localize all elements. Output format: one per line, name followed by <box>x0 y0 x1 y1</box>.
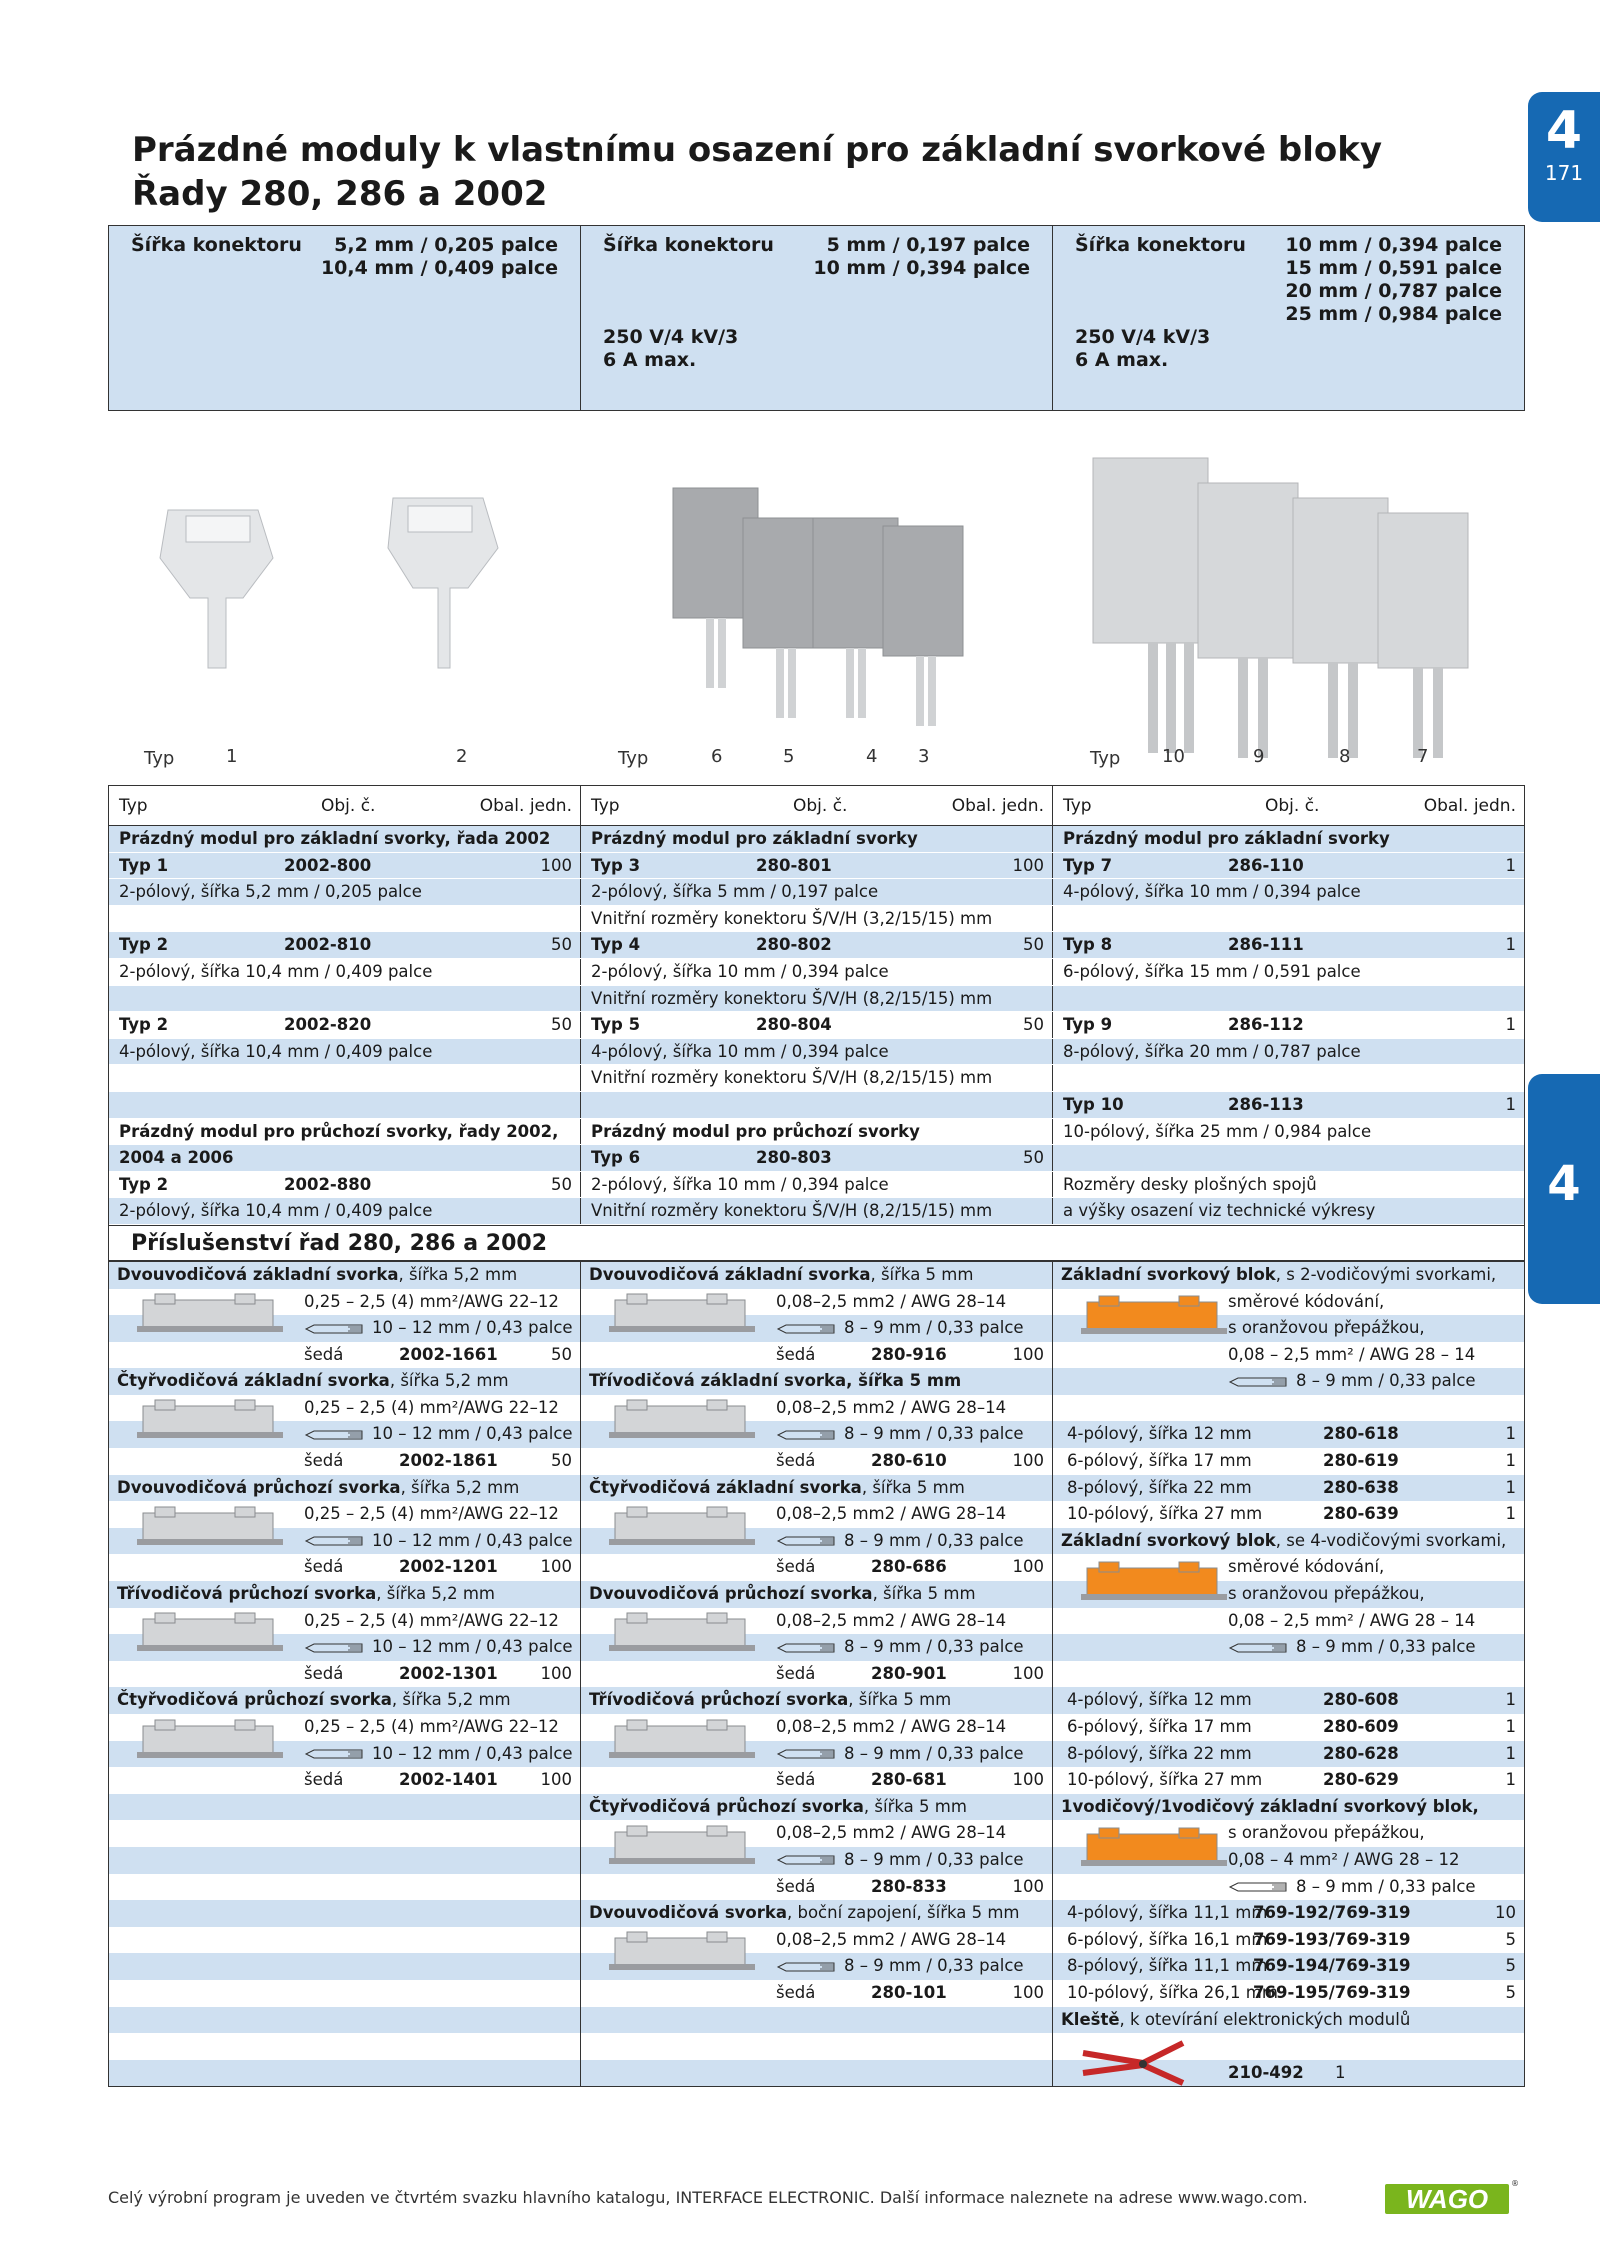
product-table <box>108 785 1525 2087</box>
table-row <box>109 1145 1524 1172</box>
table-cell: 4-pólový, šířka 10 mm / 0,394 palce <box>1052 879 1524 905</box>
strip-length-icon <box>776 1322 838 1336</box>
terminal-image <box>607 1503 757 1551</box>
accessory-title: Čtyřvodičová průchozí svorka, šířka 5 mm <box>581 1794 1052 1821</box>
strip-length-icon <box>1228 1375 1290 1389</box>
accessory-title: Dvouvodičová průchozí svorka, šířka 5 mm <box>581 1581 1052 1608</box>
accessory-title: Čtyřvodičová průchozí svorka, šířka 5,2 mm <box>109 1687 580 1714</box>
wago-logo <box>1385 2178 1519 2216</box>
strip-length-icon <box>304 1428 366 1442</box>
table-row <box>109 932 1524 959</box>
terminal-image <box>607 1290 757 1338</box>
product-photos: Typ 1 2 Typ 6 5 4 3 Typ 10 9 8 7 <box>108 418 1525 778</box>
table-cell <box>1052 986 1524 1012</box>
table-cell: Typ 2 2002-880 50 <box>109 1172 580 1198</box>
accessory-title: 1vodičový/1vodičový základní svorkový blok, <box>1053 1794 1524 1821</box>
strip-length-icon <box>304 1641 366 1655</box>
chapter-tab <box>1528 92 1600 222</box>
table-cell: Typ 10 286-113 1 <box>1052 1092 1524 1118</box>
table-cell: 6-pólový, šířka 15 mm / 0,591 palce <box>1052 959 1524 985</box>
table-row <box>109 959 1524 986</box>
spec-box <box>108 225 1525 411</box>
table-cell: Typ 9 286-112 1 <box>1052 1012 1524 1038</box>
table-row <box>109 879 1524 906</box>
terminal-image <box>135 1609 285 1657</box>
terminal-image <box>135 1290 285 1338</box>
strip-length-icon <box>1228 1641 1290 1655</box>
table-cell: Vnitřní rozměry konektoru Š/V/H (3,2/15/15) mm <box>580 906 1052 932</box>
table-row <box>109 1012 1524 1039</box>
table-cell <box>109 1092 580 1118</box>
table-cell: 2-pólový, šířka 5,2 mm / 0,205 palce <box>109 879 580 905</box>
table-cell: 2-pólový, šířka 10,4 mm / 0,409 palce <box>109 1198 580 1224</box>
terminal-image <box>135 1503 285 1551</box>
strip-length-icon <box>304 1747 366 1761</box>
table-cell <box>1052 1065 1524 1091</box>
spec-col-1: Šířka konektoru 5,2 mm / 0,205 palce 10,4 mm / 0,409 palce <box>131 234 558 279</box>
terminal-image <box>607 1928 757 1976</box>
strip-length-icon <box>1228 1880 1290 1894</box>
table-cell: Typ 3 280-801 100 <box>580 853 1052 879</box>
table-cell: 2-pólový, šířka 10,4 mm / 0,409 palce <box>109 959 580 985</box>
table-cell: 4-pólový, šířka 10 mm / 0,394 palce <box>580 1039 1052 1065</box>
table-cell <box>1052 1145 1524 1171</box>
table-row <box>109 826 1524 853</box>
strip-length-icon <box>776 1641 838 1655</box>
table-cell: Typ 2 2002-820 50 <box>109 1012 580 1038</box>
table-cell: Typ 1 2002-800 100 <box>109 853 580 879</box>
svg-text:®: ® <box>1511 2179 1519 2188</box>
strip-length-icon <box>776 1534 838 1548</box>
strip-length-icon <box>304 1534 366 1548</box>
table-cell: 10-pólový, šířka 25 mm / 0,984 palce <box>1052 1119 1524 1145</box>
terminal-image <box>607 1716 757 1764</box>
strip-length-icon <box>776 1428 838 1442</box>
tool-title: Kleště, k otevírání elektronických modulů <box>1053 2007 1524 2034</box>
terminal-image <box>1079 1292 1229 1340</box>
footer-text: Celý výrobní program je uveden ve čtvrtém svazku hlavního katalogu, INTERFACE ELECTRONIC. Další informace naleznete na adrese www.wago.com. <box>108 2188 1308 2207</box>
table-cell <box>109 986 580 1012</box>
table-row <box>109 1092 1524 1119</box>
table-row <box>109 1039 1524 1066</box>
table-row <box>109 1065 1524 1092</box>
table-cell: Prázdný modul pro průchozí svorky <box>580 1119 1052 1145</box>
table-cell <box>580 1092 1052 1118</box>
accessory-title: Dvouvodičová průchozí svorka, šířka 5,2 mm <box>109 1475 580 1502</box>
table-cell: 2-pólový, šířka 5 mm / 0,197 palce <box>580 879 1052 905</box>
table-cell: Typ 8 286-111 1 <box>1052 932 1524 958</box>
strip-length-icon <box>304 1322 366 1336</box>
table-cell: Prázdný modul pro základní svorky, řada 2002 <box>109 826 580 852</box>
accessories-col-1: Dvouvodičová základní svorka, šířka 5,2 mm 0,25 – 2,5 (4) mm²/AWG 22–12 10 – 12 mm / 0,43 palce šedá 2002-1661 50 Čtyřvodičová základní svorka, šířka 5,2 mm 0,25 – 2,5 (4) mm²/AWG 22–12 10 – 12 mm / 0,43 palce šedá 2002-1861 50 Dvouvodičová průchozí svorka, šířka 5,2 mm 0,25 – 2,5 (4) mm²/AWG 22–12 10 – 12 mm / 0,43 palce šedá 2002-1201 100 Třívodičová průchozí svorka, šířka 5,2 mm 0,25 – 2,5 (4) mm²/AWG 22–12 10 – 12 mm / 0,43 palce šedá 2002-1301 100 Čtyřvodičová průchozí svorka, šířka 5,2 mm 0,25 – 2,5 (4) mm²/AWG 22–12 10 – 12 mm / 0,43 palce šedá 2002-1401 100 <box>109 1262 580 2086</box>
accessory-title: Dvouvodičová základní svorka, šířka 5 mm <box>581 1262 1052 1289</box>
product-photos-illustration <box>108 418 1525 778</box>
table-cell: 2004 a 2006 <box>109 1145 580 1171</box>
accessory-title: Třívodičová základní svorka, šířka 5 mm <box>581 1368 1052 1395</box>
strip-length-icon <box>776 1747 838 1761</box>
table-body <box>109 826 1524 1225</box>
table-row <box>109 1172 1524 1199</box>
accessory-title: Třívodičová průchozí svorka, šířka 5,2 mm <box>109 1581 580 1608</box>
table-row <box>109 1119 1524 1146</box>
table-cell <box>109 1065 580 1091</box>
table-cell: Typ 5 280-804 50 <box>580 1012 1052 1038</box>
accessory-title: Dvouvodičová svorka, boční zapojení, šířka 5 mm <box>581 1900 1052 1927</box>
side-chapter-tab: 4 <box>1528 1074 1600 1304</box>
accessories-title: Příslušenství řad 280, 286 a 2002 <box>109 1225 1524 1261</box>
spec-col-3: Šířka konektoru 10 mm / 0,394 palce 15 mm / 0,591 palce 20 mm / 0,787 palce 25 mm / 0,984 palce 250 V/4 kV/3 6 A max. <box>1052 226 1524 410</box>
table-cell: Typ 4 280-802 50 <box>580 932 1052 958</box>
strip-length-icon <box>776 1960 838 1974</box>
table-cell: Vnitřní rozměry konektoru Š/V/H (8,2/15/15) mm <box>580 986 1052 1012</box>
terminal-image <box>1079 1558 1229 1606</box>
accessories <box>109 1261 1524 2086</box>
accessories-col-3: Základní svorkový blok, s 2-vodičovými svorkami, směrové kódování, s oranžovou přepážkou, 0,08 – 2,5 mm² / AWG 28 – 14 8 – 9 mm / 0,33 palce 4-pólový, šířka 12 mm 280-618 1 6-pólový, šířka 17 mm 280-619 1 8-pólový, šířka 22 mm 280-638 1 10-pólový, šířka 27 mm 280-639 1 Základní svorkový blok, se 4-vodičovými svorkami, směrové kódování, s oranžovou přepážkou, 0,08 – 2,5 mm² / AWG 28 – 14 8 – 9 mm / 0,33 palce 4-pólový, šířka 12 mm 280-608 1 6-pólový, šířka 17 mm 280-609 1 8-pólový, šířka 22 mm 280-628 1 10-pólový, šířka 27 mm 280-629 1 1vodičový/1vodičový základní svorkový blok, s oranžovou přepážkou, 0,08 – 4 mm² / AWG 28 – 12 8 – 9 mm / 0,33 palce 4-pólový, šířka 11,1 mm 769-192/769-319 10 6-pólový, šířka 16,1 mm 769-193/769-319 5 8-pólový, šířka 11,1 mm 769-194/769-319 5 10-pólový, šířka 26,1 mm 769-195/769-319 5 Kleště, k otevírání elektronických modulů 210-492 1 <box>1052 1262 1524 2086</box>
table-cell <box>1052 906 1524 932</box>
page-title: Prázdné moduly k vlastnímu osazení pro základní svorkové bloky Řady 280, 286 a 2002 <box>132 130 1382 214</box>
accessory-title: Čtyřvodičová základní svorka, šířka 5 mm <box>581 1475 1052 1502</box>
table-row <box>109 906 1524 933</box>
table-cell: Typ 2 2002-810 50 <box>109 932 580 958</box>
table-cell: Prázdný modul pro základní svorky <box>1052 826 1524 852</box>
table-cell: Vnitřní rozměry konektoru Š/V/H (8,2/15/15) mm <box>580 1198 1052 1224</box>
terminal-image <box>607 1609 757 1657</box>
table-row <box>109 853 1524 880</box>
table-cell: Typ 6 280-803 50 <box>580 1145 1052 1171</box>
accessory-title: Základní svorkový blok, s 2-vodičovými svorkami, <box>1053 1262 1524 1289</box>
spec-col-2: Šířka konektoru 5 mm / 0,197 palce 10 mm / 0,394 palce 250 V/4 kV/3 6 A max. <box>580 226 1052 410</box>
table-row <box>109 1198 1524 1225</box>
svg-text:WAGO: WAGO <box>1405 2184 1489 2214</box>
table-cell: 2-pólový, šířka 10 mm / 0,394 palce <box>580 959 1052 985</box>
table-cell: Vnitřní rozměry konektoru Š/V/H (8,2/15/15) mm <box>580 1065 1052 1091</box>
chapter-number: 4 <box>1545 101 1583 161</box>
table-cell: 8-pólový, šířka 20 mm / 0,787 palce <box>1052 1039 1524 1065</box>
table-header: Typ Obj. č. Obal. jedn. Typ Obj. č. Obal. jedn. Typ Obj. č. Obal. jedn. <box>109 786 1524 826</box>
strip-length-icon <box>776 1853 838 1867</box>
table-row <box>109 986 1524 1013</box>
accessories-col-2: Dvouvodičová základní svorka, šířka 5 mm 0,08–2,5 mm2 / AWG 28–14 8 – 9 mm / 0,33 palce šedá 280-916 100 Třívodičová základní svorka, šířka 5 mm 0,08–2,5 mm2 / AWG 28–14 8 – 9 mm / 0,33 palce šedá 280-610 100 Čtyřvodičová základní svorka, šířka 5 mm 0,08–2,5 mm2 / AWG 28–14 8 – 9 mm / 0,33 palce šedá 280-686 100 Dvouvodičová průchozí svorka, šířka 5 mm 0,08–2,5 mm2 / AWG 28–14 8 – 9 mm / 0,33 palce šedá 280-901 100 Třívodičová průchozí svorka, šířka 5 mm 0,08–2,5 mm2 / AWG 28–14 8 – 9 mm / 0,33 palce šedá 280-681 100 Čtyřvodičová průchozí svorka, šířka 5 mm 0,08–2,5 mm2 / AWG 28–14 8 – 9 mm / 0,33 palce šedá 280-833 100 Dvouvodičová svorka, boční zapojení, šířka 5 mm 0,08–2,5 mm2 / AWG 28–14 8 – 9 mm / 0,33 palce šedá 280-101 100 <box>580 1262 1052 2086</box>
accessory-title: Dvouvodičová základní svorka, šířka 5,2 mm <box>109 1262 580 1289</box>
page-number: 171 <box>1544 161 1584 185</box>
table-cell: 4-pólový, šířka 10,4 mm / 0,409 palce <box>109 1039 580 1065</box>
terminal-image <box>135 1396 285 1444</box>
table-cell: Typ 7 286-110 1 <box>1052 853 1524 879</box>
accessory-title: Čtyřvodičová základní svorka, šířka 5,2 mm <box>109 1368 580 1395</box>
table-cell: Prázdný modul pro průchozí svorky, řady 2002, <box>109 1119 580 1145</box>
table-cell <box>109 906 580 932</box>
terminal-image <box>607 1822 757 1870</box>
table-cell: 2-pólový, šířka 10 mm / 0,394 palce <box>580 1172 1052 1198</box>
table-cell: a výšky osazení viz technické výkresy <box>1052 1198 1524 1224</box>
pliers-image <box>1073 2033 1193 2093</box>
table-cell: Rozměry desky plošných spojů <box>1052 1172 1524 1198</box>
terminal-image <box>135 1716 285 1764</box>
table-cell: Prázdný modul pro základní svorky <box>580 826 1052 852</box>
accessory-title: Třívodičová průchozí svorka, šířka 5 mm <box>581 1687 1052 1714</box>
terminal-image <box>607 1396 757 1444</box>
terminal-image <box>1079 1824 1229 1872</box>
accessory-title: Základní svorkový blok, se 4-vodičovými svorkami, <box>1053 1528 1524 1555</box>
